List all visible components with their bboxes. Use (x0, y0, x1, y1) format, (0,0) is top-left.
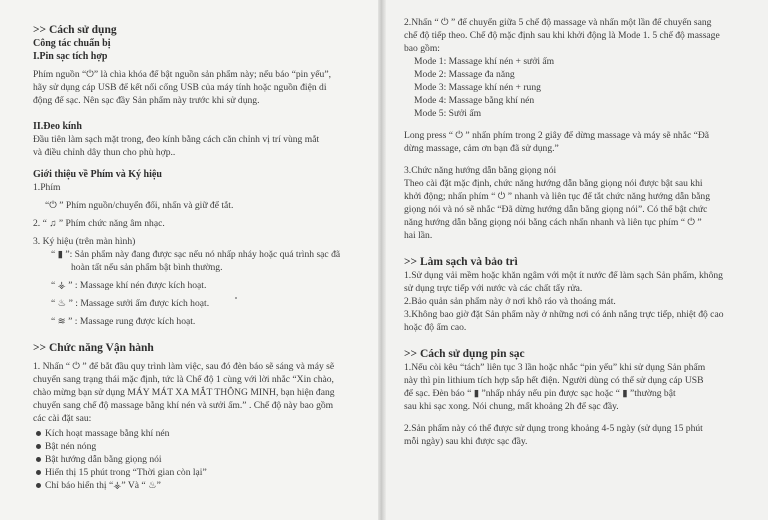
battery-line-2: hãy sử dụng cáp USB để kết nối cổng USB của máy tính hoặc nguồn điện di (33, 82, 327, 93)
charge-line-2: này thì pin lithium tích hợp sắp hết điện. Người dùng có thể sử dụng cáp USB (404, 375, 704, 386)
prep-heading: Công tác chuẩn bị (33, 38, 111, 49)
mode-item: Mode 4: Massage bằng khí nén (414, 95, 535, 106)
sym-battery-line-1: “ ▮ ”: Sản phẩm này đang được sạc nếu nó nhấp nháy hoặc quá trình sạc đã (51, 249, 341, 260)
voice-title: 3.Chức năng hướng dẫn bằng giọng nói (404, 165, 557, 176)
print-speck (235, 297, 237, 299)
voice-line-1: Theo cài đặt mặc định, chức năng hướng dẫn bằng giọng nói được bật sau khi (404, 178, 703, 189)
ops-line-3: chào mừng bạn sử dụng MÁY MÁT XA MẮT THÔNG MINH, bạn hiện đang (33, 387, 335, 398)
key-music: 2. “ ♫ ” Phím chức năng âm nhạc. (33, 218, 165, 229)
list-item: Bật hướng dẫn bằng giọng nói (33, 453, 367, 466)
left-page (0, 0, 381, 520)
clean-line-5: hoặc độ ẩm cao. (404, 322, 467, 333)
glasses-heading: II.Đeo kính (33, 121, 82, 132)
sym-heat: “ ♨ ” : Massage sưởi ấm được kích hoạt. (51, 298, 210, 309)
list-item: Bật nén nóng (33, 440, 367, 453)
list-item: Chỉ báo hiển thị “⚶” Và “ ♨” (33, 479, 367, 492)
mode-line-3: bao gồm: (404, 43, 440, 54)
longpress-line-2: dừng massage, cảm ơn bạn đã sử dụng.” (404, 143, 559, 154)
ops-line-5: các cài đặt sau: (33, 413, 92, 424)
battery-line-1: Phím nguồn “⏻” là chìa khóa để bật nguồn sản phẩm này; nếu báo “pin yếu”, (33, 69, 331, 80)
ops-heading: >> Chức năng Vận hành (33, 342, 154, 354)
book-gutter (378, 0, 386, 520)
clean-line-3: 2.Bảo quản sản phẩm này ở nơi khô ráo và thoáng mát. (404, 296, 616, 307)
charge-line-1: 1.Nếu còi kêu “tách” liên tục 3 lần hoặc nhắc “pin yếu” khi sử dụng Sản phẩm (404, 362, 706, 373)
keys-title: 1.Phím (33, 182, 61, 193)
list-item: Kích hoạt massage bằng khí nén (33, 427, 367, 440)
ops-line-2: chuyển sang trạng thái mặc định, tức là Chế độ 1 cùng với lời nhắc “Xin chào, (33, 374, 334, 385)
right-page (381, 0, 768, 520)
ops-bullet-list (33, 427, 367, 492)
intro-heading: Giới thiệu về Phím và Ký hiệu (33, 169, 162, 180)
sym-air: “ ⚶ ” : Massage khí nén được kích hoạt. (51, 280, 207, 291)
charge2-line-1: 2.Sản phẩm này có thể được sử dụng trong khoảng 4-5 ngày (sử dụng 15 phút (404, 423, 703, 434)
mode-line-1: 2.Nhấn “ ⏻ ” để chuyển giữa 5 chế độ massage và nhấn một lần để chuyển sang (404, 17, 712, 28)
list-item: Hiển thị 15 phút trong “Thời gian còn lại” (33, 466, 367, 479)
mode-line-2: chế độ tiếp theo. Chế độ mặc định sau khi khởi động là Mode 1. 5 chế độ massage (404, 30, 720, 41)
clean-line-4: 3.Không bao giờ đặt Sản phẩm này ở những nơi có ánh nắng trực tiếp, nhiệt độ cao (404, 309, 724, 320)
voice-line-3: giọng nói và nó sẽ nhắc “Đã dừng hướng dẫn bằng giọng nói”. Có thể bật chức (404, 204, 708, 215)
clean-line-1: 1.Sử dụng vải mềm hoặc khăn ngâm với một ít nước để làm sạch Sản phẩm, không (404, 270, 723, 281)
clean-line-2: sử dụng trực tiếp với nước và các chất tẩy rửa. (404, 283, 583, 294)
mode-item: Mode 1: Massage khí nén + sưởi ấm (414, 56, 555, 67)
mode-item: Mode 5: Sưởi ấm (414, 108, 482, 119)
charge-line-3: để sạc. Đèn báo “ ▮ ”nhấp nháy nếu pin được sạc hoặc “ ▮ ”thường bật (404, 388, 676, 399)
charge-line-4: sau khi sạc xong. Nói chung, mất khoảng 2h để sạc đầy. (404, 401, 619, 412)
glasses-line-2: và điều chỉnh dây thun cho phù hợp.. (33, 147, 176, 158)
symbols-title: 3. Ký hiệu (trên màn hình) (33, 236, 136, 247)
battery-line-3: động để sạc. Nên sạc đầy Sản phẩm này trước khi sử dụng. (33, 95, 260, 106)
battery-heading: I.Pin sạc tích hợp (33, 51, 108, 62)
voice-line-4: năng hướng dẫn bằng giọng nói bằng cách nhấn nhanh và liên tục phím “ ⏻ ” (404, 217, 702, 228)
mode-item: Mode 2: Massage đa năng (414, 69, 515, 80)
charge2-line-2: mỗi ngày) sau khi được sạc đầy. (404, 436, 528, 447)
voice-line-2: khởi động; nhấn phím “ ⏻ ” nhanh và liên tục để tắt chức năng hướng dẫn bằng (404, 191, 711, 202)
key-power: “⏻ ” Phím nguồn/chuyển đổi, nhấn và giữ để tắt. (45, 200, 234, 211)
sym-vibe: “ ≋ ” : Massage rung được kích hoạt. (51, 316, 196, 327)
glasses-line-1: Đầu tiên làm sạch mặt trong, đeo kính bằng cách căn chỉnh vị trí vùng mắt (33, 134, 320, 145)
sym-battery-line-2: hoàn tất nếu sản phẩm bật bình thường. (71, 262, 223, 273)
ops-line-4: chuyển sang chế độ massage bằng khí nén và sưởi ấm.” . Chế độ này bao gồm (33, 400, 334, 411)
ops-line-1: 1. Nhấn “ ⏻ ” để bắt đầu quy trình làm việc, sau đó đèn báo sẽ sáng và máy sẽ (33, 361, 335, 372)
charge-heading: >> Cách sử dụng pin sạc (404, 348, 525, 360)
mode-item: Mode 3: Massage khí nén + rung (414, 82, 541, 93)
voice-line-5: hai lần. (404, 230, 433, 241)
clean-heading: >> Làm sạch và bảo trì (404, 256, 518, 268)
usage-heading: >> Cách sử dụng (33, 24, 117, 36)
longpress-line-1: Long press “ ⏻ ” nhấn phím trong 2 giây để dừng massage và máy sẽ nhắc “Đã (404, 130, 710, 141)
